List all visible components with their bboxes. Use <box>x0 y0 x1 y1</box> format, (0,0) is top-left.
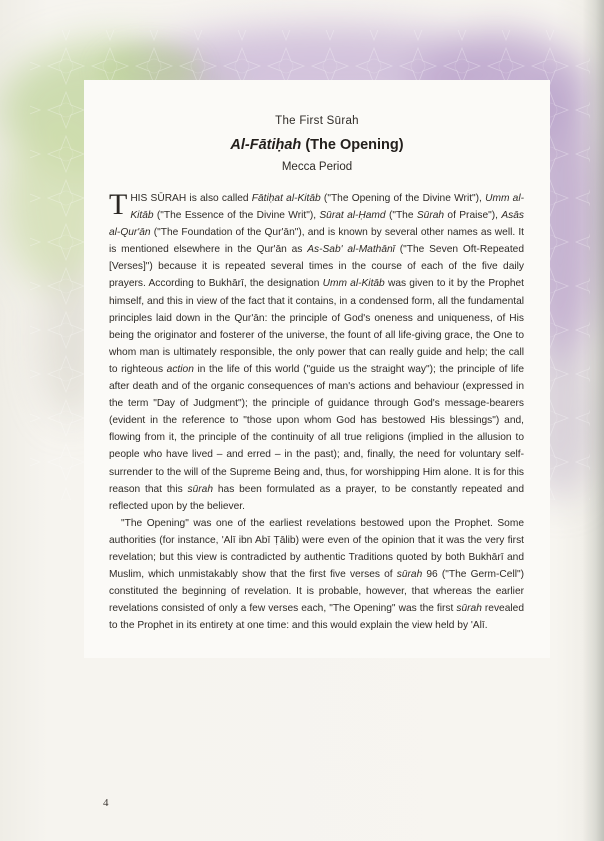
paragraph-2 <box>109 515 524 635</box>
paragraph-1 <box>109 190 524 515</box>
page-number: 4 <box>103 797 109 809</box>
italic-term: As-Sab' al-Mathānī <box>307 244 395 256</box>
text-run: of Praise"), <box>444 210 502 222</box>
text-run: ("The <box>385 210 417 222</box>
drop-cap: T <box>109 188 128 221</box>
text-run: ("The Essence of the Divine Writ"), <box>153 210 320 222</box>
italic-term: Sūrat al-Ḥamd <box>319 210 386 222</box>
body-text <box>109 190 524 634</box>
surah-period: Mecca Period <box>281 161 353 173</box>
text-run: ("The Seven Oft-Repeated [Verses]") because it is repeated several times in the course of each of the five daily prayers. According to Bukhārī, the designation <box>109 244 524 290</box>
surah-title <box>84 136 550 154</box>
surah-title-arabic: Al-Fātiḥah <box>230 137 302 153</box>
italic-term: Fātiḥat al-Kitāb <box>251 193 321 204</box>
text-run: 96 ("The Germ-Cell") constituted the beginning of revelation. It is probable, however, that whereas the earlier revelations consisted of only a few verses each, "The Opening" was the first <box>109 569 524 615</box>
surah-number-label: The First Sūrah <box>275 115 359 127</box>
italic-term: Sūrah <box>416 210 445 222</box>
italic-term: Asās al-Qur'ān <box>109 210 524 239</box>
spine-shadow <box>582 0 604 841</box>
italic-term: sūrah <box>396 569 423 581</box>
text-run: has been formulated as a prayer, to be constantly repeated and reflected upon by the believer. <box>109 483 524 512</box>
text-run: revealed to the Prophet in its entirety at one time: and this would explain the view held by 'Alī. <box>109 603 524 632</box>
italic-term: Umm al-Kitāb <box>322 278 385 290</box>
text-run: in the life of this world ("guide us the straight way"); the principle of life after death and of the organic consequences of man's actions and behaviour (expressed in the term "Day of Judgment"); the principle of guidance through God's message-bearers (evident in the reference to "those upon whom God has bestowed His blessings") and, flowing from it, the principle of the continuity of all true religions (implied in the allusion to people who have lived – and erred – in the past); and, finally, the need for voluntary self-surrender to the will of the Supreme Being and, thus, for worshipping Him alone. It is for this reason that this <box>109 363 524 495</box>
text-run: HIS SŪRAH is also called <box>130 193 252 204</box>
text-run: "The Opening" was one of the earliest revelations bestowed upon the Prophet. Some authorities (for instance, 'Alī ibn Abī Ṭālib) were even of the opinion that it was the very first revelation; but this view is contradicted by authentic Traditions quoted by both Bukhārī and Muslim, which unmistakably show that the first five verses of <box>109 517 524 581</box>
italic-term: Umm al-Kitāb <box>130 193 524 222</box>
text-run: ("The Foundation of the Qur'ān"), and is known by several other names as well. It is mentioned elsewhere in the Qur'ān as <box>109 227 524 256</box>
text-run: ("The Opening of the Divine Writ"), <box>320 193 486 204</box>
text-run: was given to it by the Prophet himself, and this in view of the fact that it contains, in a condensed form, all the fundamental principles laid down in the Qur'ān: the principle of God's oneness and uniqueness, of His being the originator and fosterer of the universe, the fount of all life-giving grace, the One to whom man is ultimately responsible, the only power that can really guide and help; the call to righteous <box>109 278 525 375</box>
surah-title-english: (The Opening) <box>301 137 404 153</box>
chapter-heading <box>84 114 550 174</box>
italic-term: sūrah <box>456 603 482 615</box>
italic-term: action <box>166 363 194 375</box>
italic-term: sūrah <box>187 483 214 495</box>
